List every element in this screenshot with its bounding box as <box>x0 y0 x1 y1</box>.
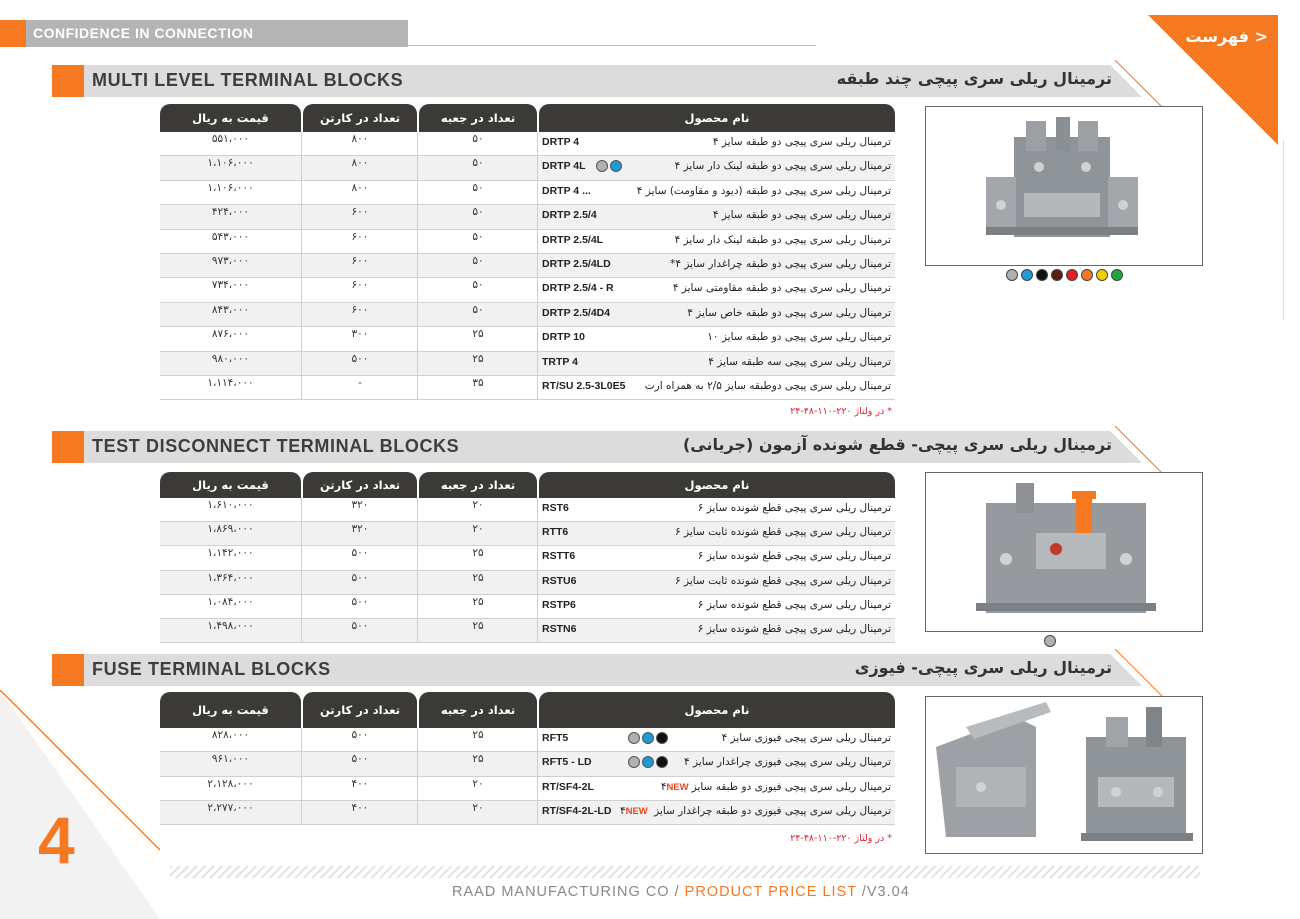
available-colors <box>596 160 624 172</box>
column-separator <box>537 205 538 229</box>
product-image-multi-level <box>925 106 1203 266</box>
cell-price: ۴۲۴،۰۰۰ <box>211 206 250 219</box>
section-accent <box>52 65 84 97</box>
cell-box-qty: ۵۰ <box>472 279 484 292</box>
col-header-price: قیمت به ریال <box>160 104 301 132</box>
product-name-text: ترمینال ریلی سری پیچی دو طبقه لینک دار سایز ۴ <box>674 160 891 173</box>
cell-price: ۱،۰۸۴،۰۰۰ <box>207 595 254 608</box>
column-separator <box>301 352 302 376</box>
table-row <box>160 801 895 825</box>
product-name-text: ترمینال ریلی سری پیچی قطع شونده سایز ۶ <box>697 502 891 514</box>
product-name-text: ترمینال ریلی سری پیچی دو طبقه خاص سایز ۴ <box>687 306 891 319</box>
product-code: TRTP 4 <box>542 355 578 368</box>
cell-carton-qty: ۶۰۰ <box>351 303 369 316</box>
footer <box>452 884 910 900</box>
cell-price: ۹۸۰،۰۰۰ <box>211 352 250 365</box>
cell-price: ۹۷۳،۰۰۰ <box>211 255 250 267</box>
terminal-block-illustration <box>926 107 1203 266</box>
product-name-text: ترمینال ریلی سری پیچی دوطبقه سایز ۲/۵ به همراه ارت <box>644 380 891 392</box>
column-separator <box>417 522 418 546</box>
column-separator <box>537 498 538 522</box>
price-table-fuse <box>160 692 895 826</box>
section-diagonal <box>1115 60 1195 110</box>
cell-price: ۲،۱۲۸،۰۰۰ <box>207 777 254 790</box>
cell-price: ۸۴۳،۰۰۰ <box>211 303 250 316</box>
column-separator <box>537 728 538 752</box>
price-table-multi-level <box>160 104 895 400</box>
column-separator <box>301 205 302 229</box>
column-separator <box>537 777 538 801</box>
col-header-price: قیمت به ریال <box>160 692 301 728</box>
menu-link[interactable]: < فهرست <box>1185 27 1268 46</box>
cell-carton-qty: ۶۰۰ <box>351 206 369 219</box>
cell-carton-qty: ۴۰۰ <box>351 777 369 790</box>
column-separator <box>301 376 302 400</box>
col-header-box: تعداد در جعبه <box>419 692 537 728</box>
cell-price: ۷۳۴،۰۰۰ <box>211 279 250 292</box>
fuse-terminal-illustration <box>926 697 1203 854</box>
column-separator <box>301 777 302 801</box>
product-code: RTT6 <box>542 526 569 539</box>
cell-price: ۱،۱۰۶،۰۰۰ <box>207 157 254 170</box>
column-separator <box>417 571 418 595</box>
cell-price: ۱،۸۶۹،۰۰۰ <box>207 523 254 536</box>
color-swatch-orange <box>1081 269 1093 281</box>
cell-price: ۱،۳۶۴،۰۰۰ <box>207 571 254 584</box>
table-row <box>160 522 895 546</box>
color-dot <box>642 756 654 768</box>
color-swatch-gray <box>1044 635 1056 647</box>
column-separator <box>537 156 538 180</box>
table-row <box>160 303 895 327</box>
cell-price: ۱،۴۹۸،۰۰۰ <box>207 620 254 632</box>
cell-price: ۱،۱۰۶،۰۰۰ <box>207 181 254 194</box>
product-name <box>707 331 891 343</box>
color-dot <box>596 160 608 172</box>
cell-box-qty: ۵۰ <box>472 303 484 316</box>
table-row <box>160 777 895 801</box>
section-header-fuse <box>52 654 1142 686</box>
section-title-en: MULTI LEVEL TERMINAL BLOCKS <box>92 70 404 90</box>
cell-box-qty: ۵۰ <box>472 181 484 194</box>
column-separator <box>537 376 538 400</box>
column-separator <box>417 254 418 278</box>
column-separator <box>301 181 302 205</box>
product-code: RFT5 <box>542 732 569 744</box>
cell-carton-qty: ۳۲۰ <box>351 499 369 511</box>
color-dot <box>628 732 640 744</box>
color-dot <box>628 756 640 768</box>
table-row <box>160 728 895 752</box>
product-name-text: ترمینال ریلی سری پیچی فیوزی سایز ۴ <box>721 732 891 744</box>
column-separator <box>537 132 538 156</box>
product-name-text: ترمینال ریلی سری پیچی قطع شونده سایز ۶ <box>697 550 891 563</box>
product-name-text: ترمینال ریلی سری پیچی قطع شونده سایز ۶ <box>697 623 891 635</box>
cell-box-qty: ۲۰ <box>472 499 484 511</box>
side-rule <box>1283 140 1284 320</box>
section-title-en: TEST DISCONNECT TERMINAL BLOCKS <box>92 436 460 456</box>
cell-price: ۱،۱۴۲،۰۰۰ <box>207 547 254 560</box>
color-dot <box>610 160 622 172</box>
column-separator <box>417 595 418 619</box>
cell-box-qty: ۲۵ <box>472 328 484 341</box>
cell-carton-qty: ۴۰۰ <box>351 801 369 814</box>
cell-box-qty: ۵۰ <box>472 230 484 243</box>
cell-box-qty: ۵۰ <box>472 133 484 145</box>
product-name-text: ترمینال ریلی سری پیچی دو طبقه سایز ۴ <box>712 136 891 148</box>
product-code: DRTP 2.5/4LD <box>542 258 611 270</box>
column-separator <box>537 571 538 595</box>
col-header-carton: تعداد در کارتن <box>303 692 417 728</box>
cell-carton-qty: ۵۰۰ <box>351 571 369 584</box>
color-dot <box>642 732 654 744</box>
cell-carton-qty: ۵۰۰ <box>351 729 369 741</box>
cell-carton-qty: ۸۰۰ <box>351 157 369 170</box>
product-name <box>708 356 891 368</box>
section-title-fa: ترمینال ریلی سری پیچی چند طبقه <box>836 69 1112 88</box>
product-name <box>673 282 891 294</box>
column-separator <box>537 752 538 776</box>
column-separator <box>301 801 302 825</box>
column-separator <box>417 752 418 776</box>
product-code: RSTN6 <box>542 623 577 635</box>
footer-company: RAAD MANUFACTURING CO / <box>452 884 685 900</box>
product-code: RT/SF4-2L-LD <box>542 804 612 817</box>
section-accent <box>52 654 84 686</box>
column-separator <box>301 571 302 595</box>
column-separator <box>417 132 418 156</box>
table-row <box>160 230 895 254</box>
cell-box-qty: ۲۵ <box>472 753 484 766</box>
available-colors <box>628 732 670 744</box>
product-name <box>698 599 891 611</box>
column-separator <box>301 278 302 302</box>
table-row <box>160 156 895 180</box>
column-separator <box>301 546 302 570</box>
voltage-footnote: * در ولتاژ ۲۲۰-۱۱۰-۴۸-۲۴ <box>790 833 892 844</box>
product-name-text: ترمینال ریلی سری پیچی قطع شونده سایز ۶ <box>697 598 891 611</box>
product-name-text: ترمینال ریلی سری پیچی دو طبقه سایز ۱۰ <box>707 331 891 344</box>
new-badge: NEW <box>666 781 689 793</box>
column-separator <box>301 327 302 351</box>
product-name-text: ترمینال ریلی سری پیچی دو طبقه لینک دار سایز ۴ <box>674 233 891 246</box>
product-name-text: ترمینال ریلی سری پیچی دو طبقه چراغدار سایز ۴* <box>670 258 891 270</box>
column-separator <box>537 352 538 376</box>
color-swatch-red <box>1066 269 1078 281</box>
cell-carton-qty: ۶۰۰ <box>351 230 369 243</box>
column-separator <box>537 522 538 546</box>
cell-carton-qty: - <box>358 377 362 389</box>
color-swatches <box>1044 635 1056 647</box>
color-swatch-gray <box>1006 269 1018 281</box>
price-table-test-disconnect <box>160 472 895 644</box>
table-row <box>160 376 895 400</box>
col-header-product: نام محصول <box>539 104 895 132</box>
column-separator <box>417 619 418 643</box>
footer-doc-title: PRODUCT PRICE LIST <box>684 884 857 900</box>
table-row <box>160 181 895 205</box>
new-badge: NEW <box>625 805 648 817</box>
column-separator <box>537 181 538 205</box>
column-separator <box>417 327 418 351</box>
section-title-en: FUSE TERMINAL BLOCKS <box>92 659 331 679</box>
cell-price: ۱،۶۱۰،۰۰۰ <box>207 499 254 511</box>
cell-carton-qty: ۵۰۰ <box>351 595 369 608</box>
product-code: DRTP 2.5/4 <box>542 209 597 222</box>
product-name-text: ترمینال ریلی سری پیچی قطع شونده ثابت سایز ۶ <box>675 574 891 587</box>
column-separator <box>537 230 538 254</box>
product-code: DRTP 2.5/4 - R <box>542 282 614 295</box>
cell-box-qty: ۲۵ <box>472 729 484 741</box>
product-name <box>675 160 891 172</box>
table-row <box>160 278 895 302</box>
corner-decoration <box>0 690 160 919</box>
cell-box-qty: ۲۰ <box>472 523 484 536</box>
col-header-product: نام محصول <box>539 472 895 498</box>
product-name <box>645 380 891 392</box>
cell-price: ۱،۱۱۴،۰۰۰ <box>207 377 254 389</box>
color-dot <box>656 756 668 768</box>
column-separator <box>537 303 538 327</box>
product-name <box>675 526 891 538</box>
product-code: DRTP 4 ... <box>542 184 591 197</box>
column-separator <box>417 498 418 522</box>
cell-carton-qty: ۶۰۰ <box>351 279 369 292</box>
product-code: RSTP6 <box>542 598 576 611</box>
column-separator <box>301 156 302 180</box>
product-name <box>684 756 891 768</box>
section-header-multi-level <box>52 65 1142 97</box>
column-separator <box>537 619 538 643</box>
cell-carton-qty: ۵۰۰ <box>351 547 369 560</box>
product-name-text: ترمینال ریلی سری پیچی سه طبقه سایز ۴ <box>708 355 891 368</box>
table-row <box>160 327 895 351</box>
cell-carton-qty: ۳۰۰ <box>351 328 369 341</box>
cell-carton-qty: ۸۰۰ <box>351 181 369 194</box>
column-separator <box>417 156 418 180</box>
section-title-fa: ترمینال ریلی سری پیچی- فیوزی <box>854 658 1112 677</box>
product-name <box>698 502 891 514</box>
product-name <box>687 307 891 319</box>
section-diagonal <box>1115 426 1195 476</box>
cell-carton-qty: ۵۰۰ <box>351 620 369 632</box>
product-code: RT/SF4-2L <box>542 780 594 793</box>
column-separator <box>417 777 418 801</box>
table-row <box>160 619 895 643</box>
col-header-price: قیمت به ریال <box>160 472 301 498</box>
product-name <box>713 209 891 221</box>
column-separator <box>301 230 302 254</box>
cell-price: ۲،۲۷۷،۰۰۰ <box>207 801 254 814</box>
color-dot <box>656 732 668 744</box>
column-separator <box>417 303 418 327</box>
product-name-text: ترمینال ریلی سری پیچی قطع شونده ثابت سایز ۶ <box>675 526 891 539</box>
product-code: RFT5 - LD <box>542 756 592 769</box>
product-code: RST6 <box>542 502 569 514</box>
product-name <box>698 550 891 562</box>
col-header-product: نام محصول <box>539 692 895 728</box>
product-code: RSTT6 <box>542 550 576 563</box>
product-name-text: ترمینال ریلی سری پیچی فیوزی دو طبقه چراغدار سایز ۴ <box>619 804 891 817</box>
cell-box-qty: ۲۵ <box>472 620 484 632</box>
column-separator <box>537 801 538 825</box>
col-header-box: تعداد در جعبه <box>419 472 537 498</box>
cell-price: ۵۴۳،۰۰۰ <box>211 230 250 243</box>
cell-box-qty: ۲۵ <box>472 571 484 584</box>
product-code: RSTU6 <box>542 574 577 587</box>
column-separator <box>301 752 302 776</box>
product-name <box>722 732 891 744</box>
cell-box-qty: ۲۵ <box>472 547 484 560</box>
product-name <box>713 136 891 148</box>
color-swatch-yellow <box>1096 269 1108 281</box>
column-separator <box>417 728 418 752</box>
cell-price: ۵۵۱،۰۰۰ <box>211 133 250 145</box>
product-name-text: ترمینال ریلی سری پیچی دو طبقه سایز ۴ <box>712 209 891 222</box>
test-disconnect-illustration <box>926 473 1203 632</box>
cell-box-qty: ۳۵ <box>472 377 484 389</box>
cell-box-qty: ۵۰ <box>472 255 484 267</box>
column-separator <box>417 546 418 570</box>
column-separator <box>417 278 418 302</box>
column-separator <box>417 230 418 254</box>
tagline-banner: CONFIDENCE IN CONNECTION <box>26 20 408 47</box>
col-header-box: تعداد در جعبه <box>419 104 537 132</box>
column-separator <box>301 595 302 619</box>
color-swatch-blue <box>1021 269 1033 281</box>
column-separator <box>417 205 418 229</box>
table-row <box>160 546 895 570</box>
product-image-test-disconnect <box>925 472 1203 632</box>
color-swatch-black <box>1036 269 1048 281</box>
cell-carton-qty: ۵۰۰ <box>351 352 369 365</box>
column-separator <box>537 546 538 570</box>
product-code: DRTP 4L <box>542 160 586 173</box>
col-header-carton: تعداد در کارتن <box>303 104 417 132</box>
product-name <box>670 258 891 270</box>
product-name <box>637 185 891 197</box>
cell-price: ۸۷۶،۰۰۰ <box>211 328 250 341</box>
product-code: DRTP 2.5/4D4 <box>542 306 611 319</box>
product-code: DRTP 10 <box>542 331 585 344</box>
column-separator <box>301 254 302 278</box>
section-header-test-disconnect <box>52 431 1142 463</box>
table-row <box>160 752 895 776</box>
available-colors <box>628 756 670 768</box>
column-separator <box>301 132 302 156</box>
cell-carton-qty: ۸۰۰ <box>351 133 369 145</box>
divider-line <box>408 45 816 46</box>
cell-box-qty: ۲۰ <box>472 777 484 790</box>
section-title-fa: ترمینال ریلی سری پیچی- قطع شونده آزمون (جریانی) <box>682 435 1112 454</box>
product-name-text: ترمینال ریلی سری پیچی دو طبقه (دیود و مقاومت) سایز ۴ <box>636 184 891 197</box>
color-swatch-green <box>1111 269 1123 281</box>
table-row <box>160 595 895 619</box>
product-name-text: ترمینال ریلی سری پیچی فیوزی دو طبقه سایز۴ <box>660 780 891 793</box>
column-separator <box>301 498 302 522</box>
product-code: DRTP 2.5/4L <box>542 233 604 246</box>
color-swatches <box>1006 269 1123 281</box>
column-separator <box>537 278 538 302</box>
table-row <box>160 352 895 376</box>
product-name <box>620 805 891 817</box>
cell-price: ۸۲۸،۰۰۰ <box>211 729 250 741</box>
cell-price: ۹۶۱،۰۰۰ <box>211 753 250 766</box>
column-separator <box>417 352 418 376</box>
table-row <box>160 205 895 229</box>
column-separator <box>537 327 538 351</box>
column-separator <box>301 303 302 327</box>
cell-box-qty: ۲۵ <box>472 595 484 608</box>
column-separator <box>301 728 302 752</box>
voltage-footnote: * در ولتاژ ۲۲۰-۱۱۰-۴۸-۲۴ <box>790 406 892 417</box>
banner-accent <box>0 20 26 47</box>
column-separator <box>417 181 418 205</box>
section-accent <box>52 431 84 463</box>
product-name-text: ترمینال ریلی سری پیچی فیوزی چراغدار سایز ۴ <box>684 756 891 769</box>
product-code: RT/SU 2.5-3L0E5 <box>542 380 626 392</box>
column-separator <box>537 595 538 619</box>
column-separator <box>417 376 418 400</box>
table-row <box>160 571 895 595</box>
cell-box-qty: ۲۰ <box>472 801 484 814</box>
product-name <box>675 575 891 587</box>
cell-box-qty: ۵۰ <box>472 157 484 170</box>
product-name <box>675 234 891 246</box>
column-separator <box>301 522 302 546</box>
column-separator <box>537 254 538 278</box>
product-image-fuse <box>925 696 1203 854</box>
table-row <box>160 254 895 278</box>
footer-hatch <box>170 866 1200 878</box>
page-number: 4 <box>38 803 75 877</box>
section-diagonal <box>1115 649 1195 699</box>
cell-carton-qty: ۳۲۰ <box>351 523 369 536</box>
color-swatch-brown <box>1051 269 1063 281</box>
product-name-text: ترمینال ریلی سری پیچی دو طبقه مقاومتی سایز ۴ <box>672 282 891 295</box>
cell-box-qty: ۲۵ <box>472 352 484 365</box>
column-separator <box>417 801 418 825</box>
cell-box-qty: ۵۰ <box>472 206 484 219</box>
column-separator <box>301 619 302 643</box>
table-row <box>160 498 895 522</box>
product-name <box>661 781 891 793</box>
product-code: DRTP 4 <box>542 136 580 148</box>
cell-carton-qty: ۵۰۰ <box>351 753 369 766</box>
cell-carton-qty: ۶۰۰ <box>351 255 369 267</box>
col-header-carton: تعداد در کارتن <box>303 472 417 498</box>
product-name <box>698 623 891 635</box>
table-row <box>160 132 895 156</box>
footer-version: /V3.04 <box>856 884 910 900</box>
